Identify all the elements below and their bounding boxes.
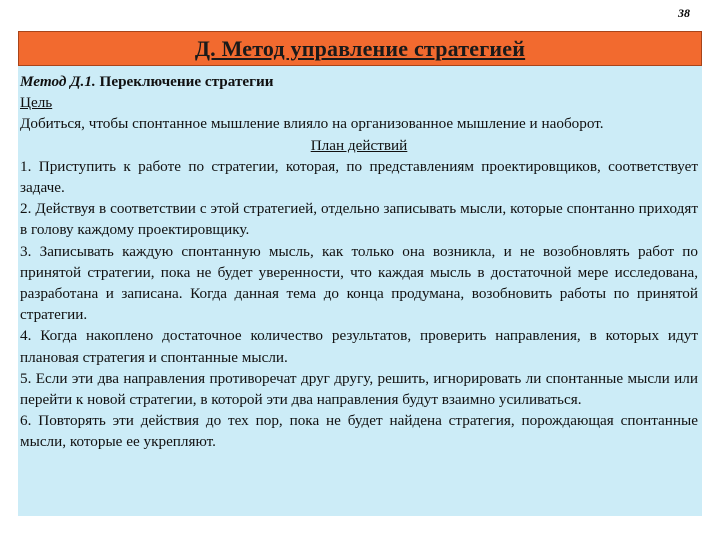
step-item: 2. Действуя в соответствии с этой стратегией, отдельно записывать мысли, которые спонтанно приходят в голову каждому проектировщику. — [20, 200, 698, 239]
goal-text: Добиться, чтобы спонтанное мышление влияло на организованное мышление и наоборот. — [20, 115, 604, 133]
step-item: 5. Если эти два направления противоречат друг другу, решить, игнорировать ли спонтанные мысли или перейти к новой стратегии, в которой эти два направления будут взаимно усиливаться. — [20, 369, 698, 409]
plan-heading: План действий — [310, 136, 408, 154]
method-line — [20, 71, 698, 92]
step-item: 4. Когда накоплено достаточное количество результатов, проверить направления, в которых идут плановая стратегия и спонтанные мысли. — [20, 327, 698, 366]
step-item: 6. Повторять эти действия до тех пор, пока не будет найдена стратегия, порождающая спонтанные мысли, которые ее укрепляют. — [20, 412, 698, 451]
method-label: Метод Д.1. — [20, 73, 96, 90]
goal-heading: Цель — [20, 94, 53, 112]
step-item: 1. Приступить к работе по стратегии, которая, по представлениям проектировщиков, соответствует задаче. — [20, 157, 698, 197]
slide-title: Д. Метод управление стратегией — [194, 35, 526, 61]
method-name: Переключение стратегии — [99, 73, 274, 90]
page-number: 38 — [678, 6, 690, 20]
content-panel — [18, 66, 702, 516]
step-item: 3. Записывать каждую спонтанную мысль, как только она возникла, и не возобновлять работ по принятой стратегии, пока не будет уверенности, что каждая мысль в достаточной мере исследована, разработана и записана. Когда данная тема до конца продумана, возобновить работы по принятой стратегии. — [20, 242, 698, 324]
title-bar — [18, 31, 702, 66]
